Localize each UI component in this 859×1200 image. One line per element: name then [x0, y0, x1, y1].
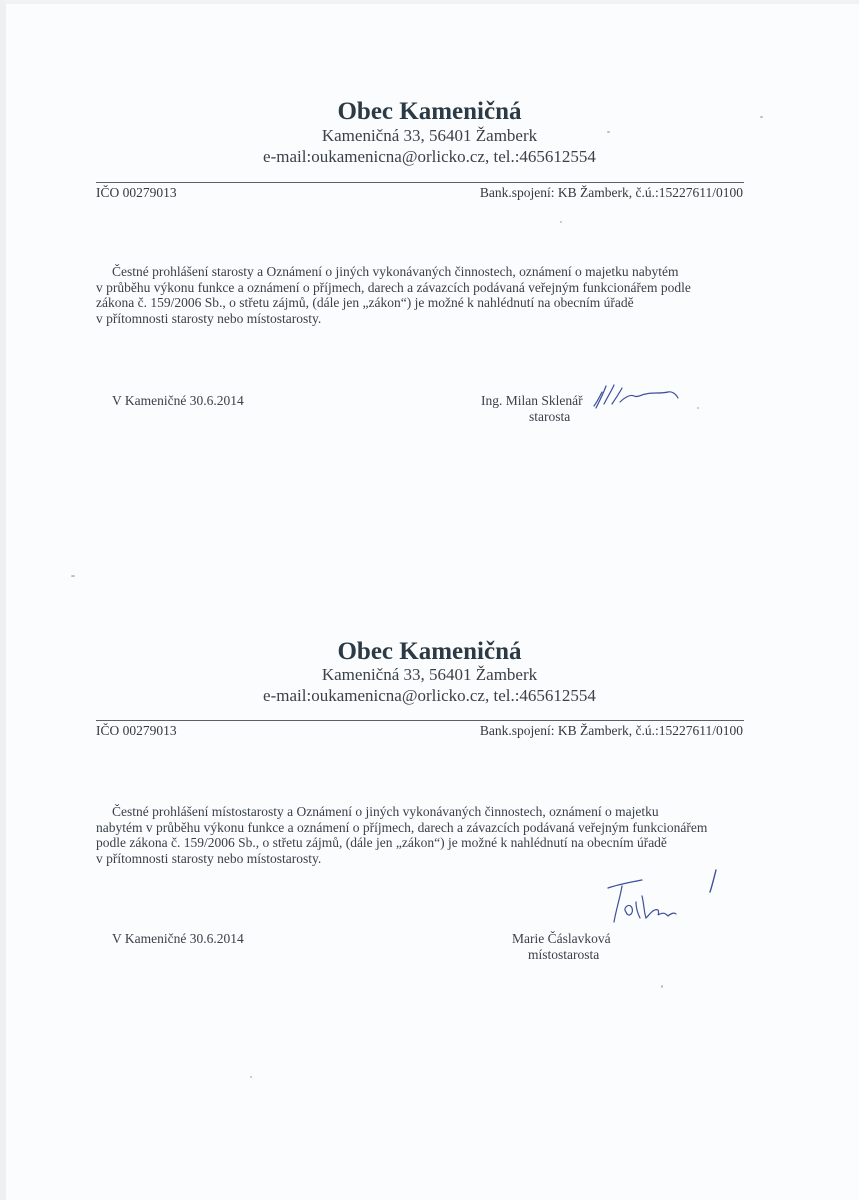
signer-name: Ing. Milan Sklenář — [481, 393, 583, 408]
municipality-title: Obec Kameničná — [337, 638, 522, 665]
declaration-line: podle zákona č. 159/2006 Sb., o střetu zájmů, (dále jen „zákon“) je možné k nahlédnutí na obecním úřadě — [96, 835, 667, 850]
scan-speck — [71, 575, 75, 577]
bank-account: Bank.spojení: KB Žamberk, č.ú.:15227611/0100 — [479, 723, 743, 738]
place-date: V Kameničné 30.6.2014 — [112, 393, 244, 408]
signer-name: Marie Čáslavková — [512, 931, 611, 946]
declaration-line: nabytém v průběhu výkonu funkce a oznámení o příjmech, darech a závazcích podávaná veřejným funkcionářem — [96, 819, 708, 835]
signature-mark — [600, 868, 730, 928]
header-rule — [96, 182, 744, 183]
signer-role: místostarosta — [528, 947, 600, 962]
municipality-contact: e-mail:oukamenicna@orlicko.cz, tel.:465612554 — [263, 147, 596, 166]
declaration-line: v průběhu výkonu funkce a oznámení o příjmech, darech a závazcích podávaná veřejným funkcionářem podle — [96, 279, 691, 295]
bank-account: Bank.spojení: KB Žamberk, č.ú.:15227611/0100 — [479, 185, 743, 200]
signature-mark — [590, 382, 682, 412]
scan-speck — [760, 116, 763, 118]
municipality-address: Kameničná 33, 56401 Žamberk — [321, 665, 538, 684]
municipality-title: Obec Kameničná — [337, 98, 522, 125]
ico-number: IČO 00279013 — [96, 723, 177, 738]
municipality-address: Kameničná 33, 56401 Žamberk — [321, 126, 538, 145]
header-rule — [96, 720, 744, 721]
declaration-line: Čestné prohlášení místostarosty a Oznámení o jiných vykonávaných činnostech, oznámení o majetku — [112, 804, 659, 819]
declaration-line: v přítomnosti starosty nebo místostarosty. — [96, 850, 322, 866]
declaration-text — [96, 264, 766, 326]
municipality-contact: e-mail:oukamenicna@orlicko.cz, tel.:465612554 — [263, 686, 596, 705]
ico-number: IČO 00279013 — [96, 185, 177, 200]
declaration-line: Čestné prohlášení starosty a Oznámení o jiných vykonávaných činnostech, oznámení o majetku nabytém — [112, 264, 679, 279]
scan-speck — [607, 131, 610, 133]
scan-speck — [697, 407, 699, 409]
declaration-line: zákona č. 159/2006 Sb., o střetu zájmů, (dále jen „zákon“) je možné k nahlédnutí na obecním úřadě — [96, 295, 634, 310]
declaration-text — [96, 804, 766, 866]
signer-role: starosta — [529, 409, 571, 424]
scan-speck — [661, 985, 663, 988]
declaration-line: v přítomnosti starosty nebo místostarosty. — [96, 310, 322, 326]
place-date: V Kameničné 30.6.2014 — [112, 931, 244, 946]
scan-speck — [560, 221, 562, 223]
scan-speck — [250, 1076, 252, 1078]
